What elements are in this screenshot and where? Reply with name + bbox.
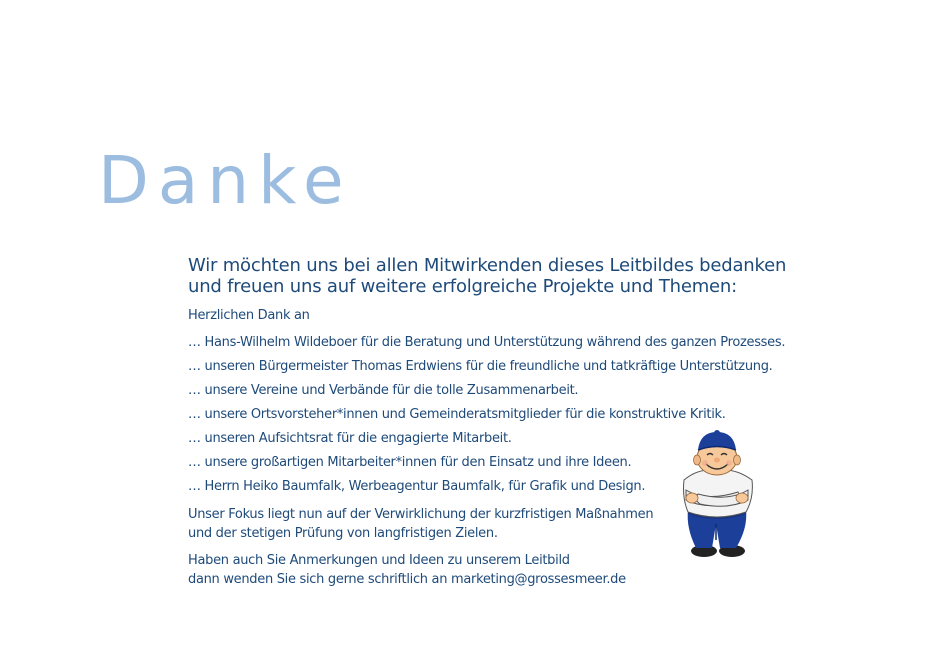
thanks-item: … Herrn Heiko Baumfalk, Werbeagentur Baumfalk, für Grafik und Design. [188, 479, 646, 494]
intro-line-1: Wir möchten uns bei allen Mitwirkenden dieses Leitbildes bedanken [188, 255, 787, 276]
smiling-man-mascot-icon [676, 428, 758, 558]
contact-line-1: Haben auch Sie Anmerkungen und Ideen zu unserem Leitbild [188, 553, 570, 568]
focus-line-1: Unser Fokus liegt nun auf der Verwirklichung der kurzfristigen Maßnahmen [188, 507, 654, 522]
intro-line-2: und freuen uns auf weitere erfolgreiche Projekte und Themen: [188, 276, 737, 297]
thanks-item: … unsere Ortsvorsteher*innen und Gemeinderatsmitglieder für die konstruktive Kritik. [188, 407, 726, 422]
focus-line-2: und der stetigen Prüfung von langfristigen Zielen. [188, 526, 498, 541]
thanks-item: … unsere Vereine und Verbände für die tolle Zusammenarbeit. [188, 383, 579, 398]
intro-text [188, 255, 788, 297]
thanks-item: … unseren Bürgermeister Thomas Erdwiens für die freundliche und tatkräftige Unterstützung. [188, 359, 773, 374]
thanks-item: … Hans-Wilhelm Wildeboer für die Beratung und Unterstützung während des ganzen Prozesses. [188, 335, 786, 350]
thanks-item: … unseren Aufsichtsrat für die engagierte Mitarbeit. [188, 431, 512, 446]
contact-line-2: dann wenden Sie sich gerne schriftlich an marketing@grossesmeer.de [188, 572, 626, 587]
page-title: Danke [98, 142, 353, 219]
greeting: Herzlichen Dank an [188, 308, 310, 323]
thanks-item: … unsere großartigen Mitarbeiter*innen für den Einsatz und ihre Ideen. [188, 455, 632, 470]
